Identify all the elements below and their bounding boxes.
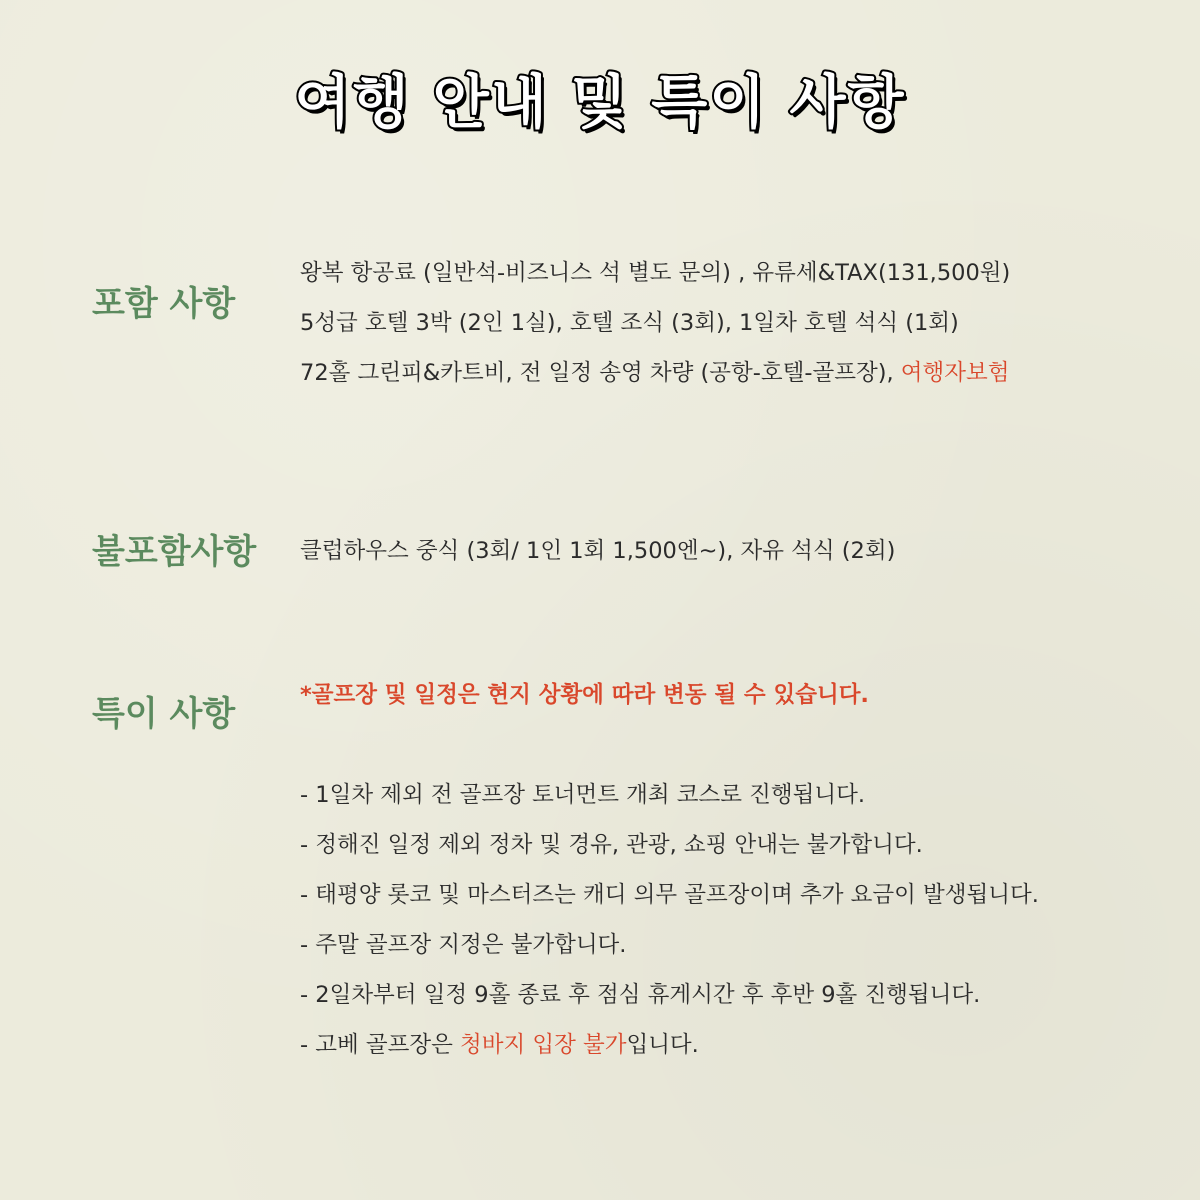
- notes-label: 특이 사항: [92, 694, 236, 734]
- excluded-line: 클럽하우스 중식 (3회/ 1인 1회 1,500엔~), 자유 석식 (2회): [300, 538, 896, 564]
- page-title: 여행 안내 및 특이 사항: [294, 68, 906, 136]
- notes-warning-block: [300, 670, 1180, 720]
- notes-item-1: - 1일차 제외 전 골프장 토너먼트 개최 코스로 진행됩니다.: [300, 782, 865, 808]
- jeans-not-allowed-highlight: 청바지 입장 불가: [460, 1032, 627, 1058]
- notes-list: [300, 770, 1180, 1070]
- notes-item-6-prefix: - 고베 골프장은: [300, 1032, 460, 1058]
- included-list: [300, 248, 1180, 398]
- included-line-2: 5성급 호텔 3박 (2인 1실), 호텔 조식 (3회), 1일차 호텔 석식 (1회): [300, 310, 959, 336]
- notes-item-2: - 정해진 일정 제외 정차 및 경유, 관광, 쇼핑 안내는 불가합니다.: [300, 832, 923, 858]
- included-line-1: 왕복 항공료 (일반석-비즈니스 석 별도 문의) , 유류세&TAX(131,500원): [300, 260, 1011, 286]
- notes-item-4: - 주말 골프장 지정은 불가합니다.: [300, 932, 627, 958]
- travel-insurance-highlight: 여행자보험: [900, 360, 1010, 386]
- notes-item-5: - 2일차부터 일정 9홀 종료 후 점심 휴게시간 후 후반 9홀 진행됩니다.: [300, 982, 981, 1008]
- notes-item-6: [300, 1020, 1180, 1070]
- included-label: 포함 사항: [92, 284, 236, 324]
- excluded-label: 불포함사항: [92, 532, 257, 572]
- included-line-3: [300, 348, 1180, 398]
- excluded-list: [300, 526, 1180, 576]
- included-line-3-text: 72홀 그린피&카트비, 전 일정 송영 차량 (공항-호텔-골프장),: [300, 360, 901, 386]
- notes-item-3: - 태평양 롯코 및 마스터즈는 캐디 의무 골프장이며 추가 요금이 발생됩니다.: [300, 882, 1039, 908]
- notes-warning: *골프장 및 일정은 현지 상황에 따라 변동 될 수 있습니다.: [300, 682, 869, 708]
- notes-item-6-suffix: 입니다.: [626, 1032, 699, 1058]
